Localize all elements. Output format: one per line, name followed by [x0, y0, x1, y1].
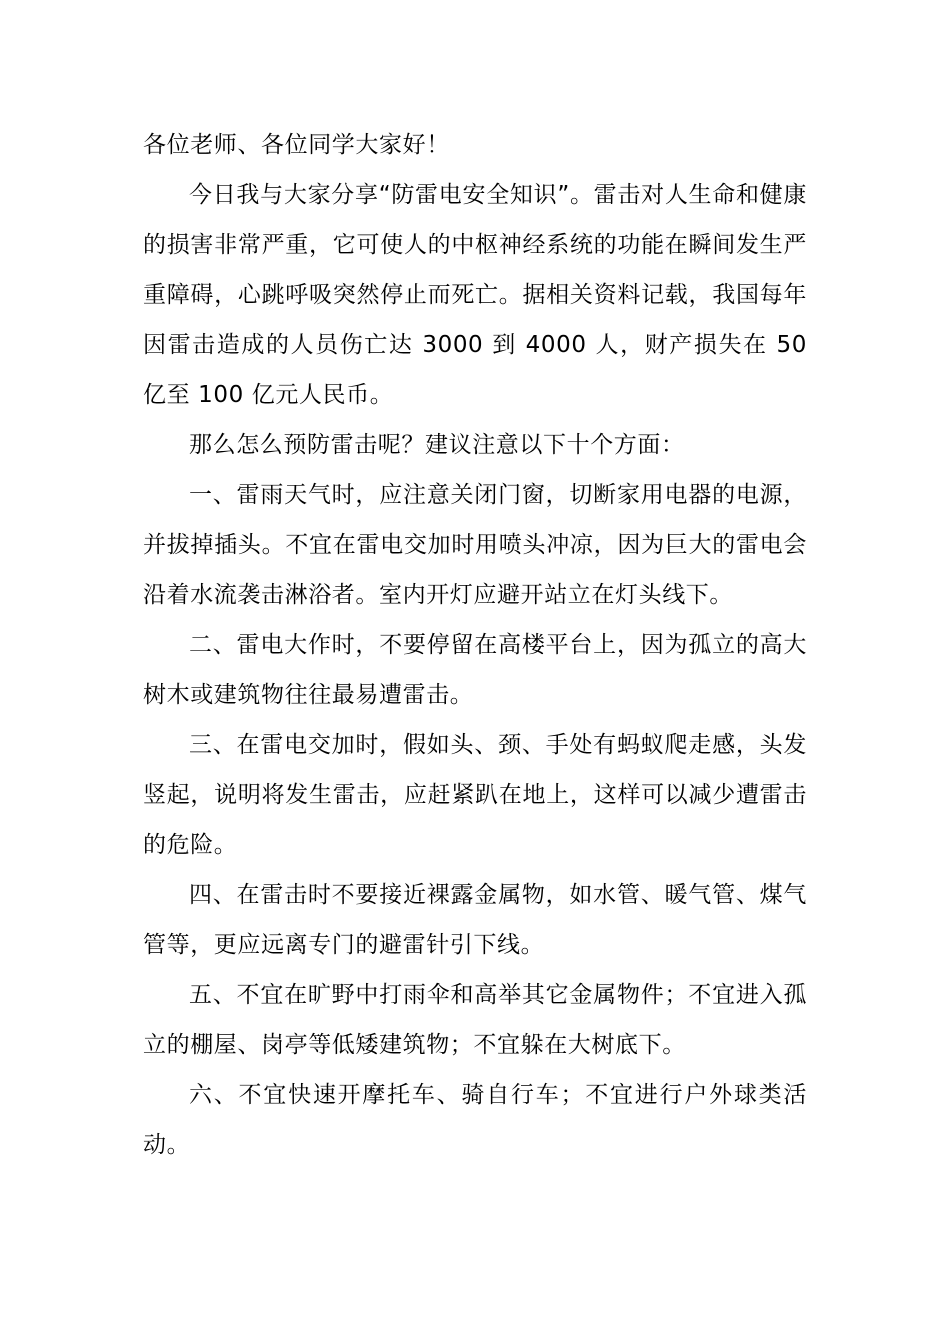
paragraph-item-4: 四、在雷击时不要接近裸露金属物，如水管、暖气管、煤气管等，更应远离专门的避雷针引下线。 [143, 882, 807, 958]
paragraph-intro: 今日我与大家分享“防雷电安全知识”。雷击对人生命和健康的损害非常严重，它可使人的中枢神经系统的功能在瞬间发生严重障碍，心跳呼吸突然停止而死亡。据相关资料记载，我国每年因雷击造成的人员伤亡达 3000 到 4000 人，财产损失在 50 亿至 100 亿元人民币。 [143, 182, 807, 408]
paragraph-item-1: 一、雷雨天气时，应注意关闭门窗，切断家用电器的电源，并拔掉插头。不宜在雷电交加时用喷头冲凉，因为巨大的雷电会沿着水流袭击淋浴者。室内开灯应避开站立在灯头线下。 [143, 482, 807, 608]
paragraph-item-3: 三、在雷电交加时，假如头、颈、手处有蚂蚁爬走感，头发竖起，说明将发生雷击，应赶紧趴在地上，这样可以减少遭雷击的危险。 [143, 732, 807, 858]
paragraph-item-5: 五、不宜在旷野中打雨伞和高举其它金属物件；不宜进入孤立的棚屋、岗亭等低矮建筑物；不宜躲在大树底下。 [143, 982, 807, 1058]
greeting: 各位老师、各位同学大家好！ [143, 132, 450, 158]
paragraph-item-2: 二、雷电大作时，不要停留在高楼平台上，因为孤立的高大树木或建筑物往往最易遭雷击。 [143, 632, 807, 708]
document-body [143, 120, 807, 1170]
paragraph-question: 那么怎么预防雷击呢？建议注意以下十个方面： [189, 432, 685, 458]
paragraph-item-6: 六、不宜快速开摩托车、骑自行车；不宜进行户外球类活动。 [143, 1082, 807, 1158]
